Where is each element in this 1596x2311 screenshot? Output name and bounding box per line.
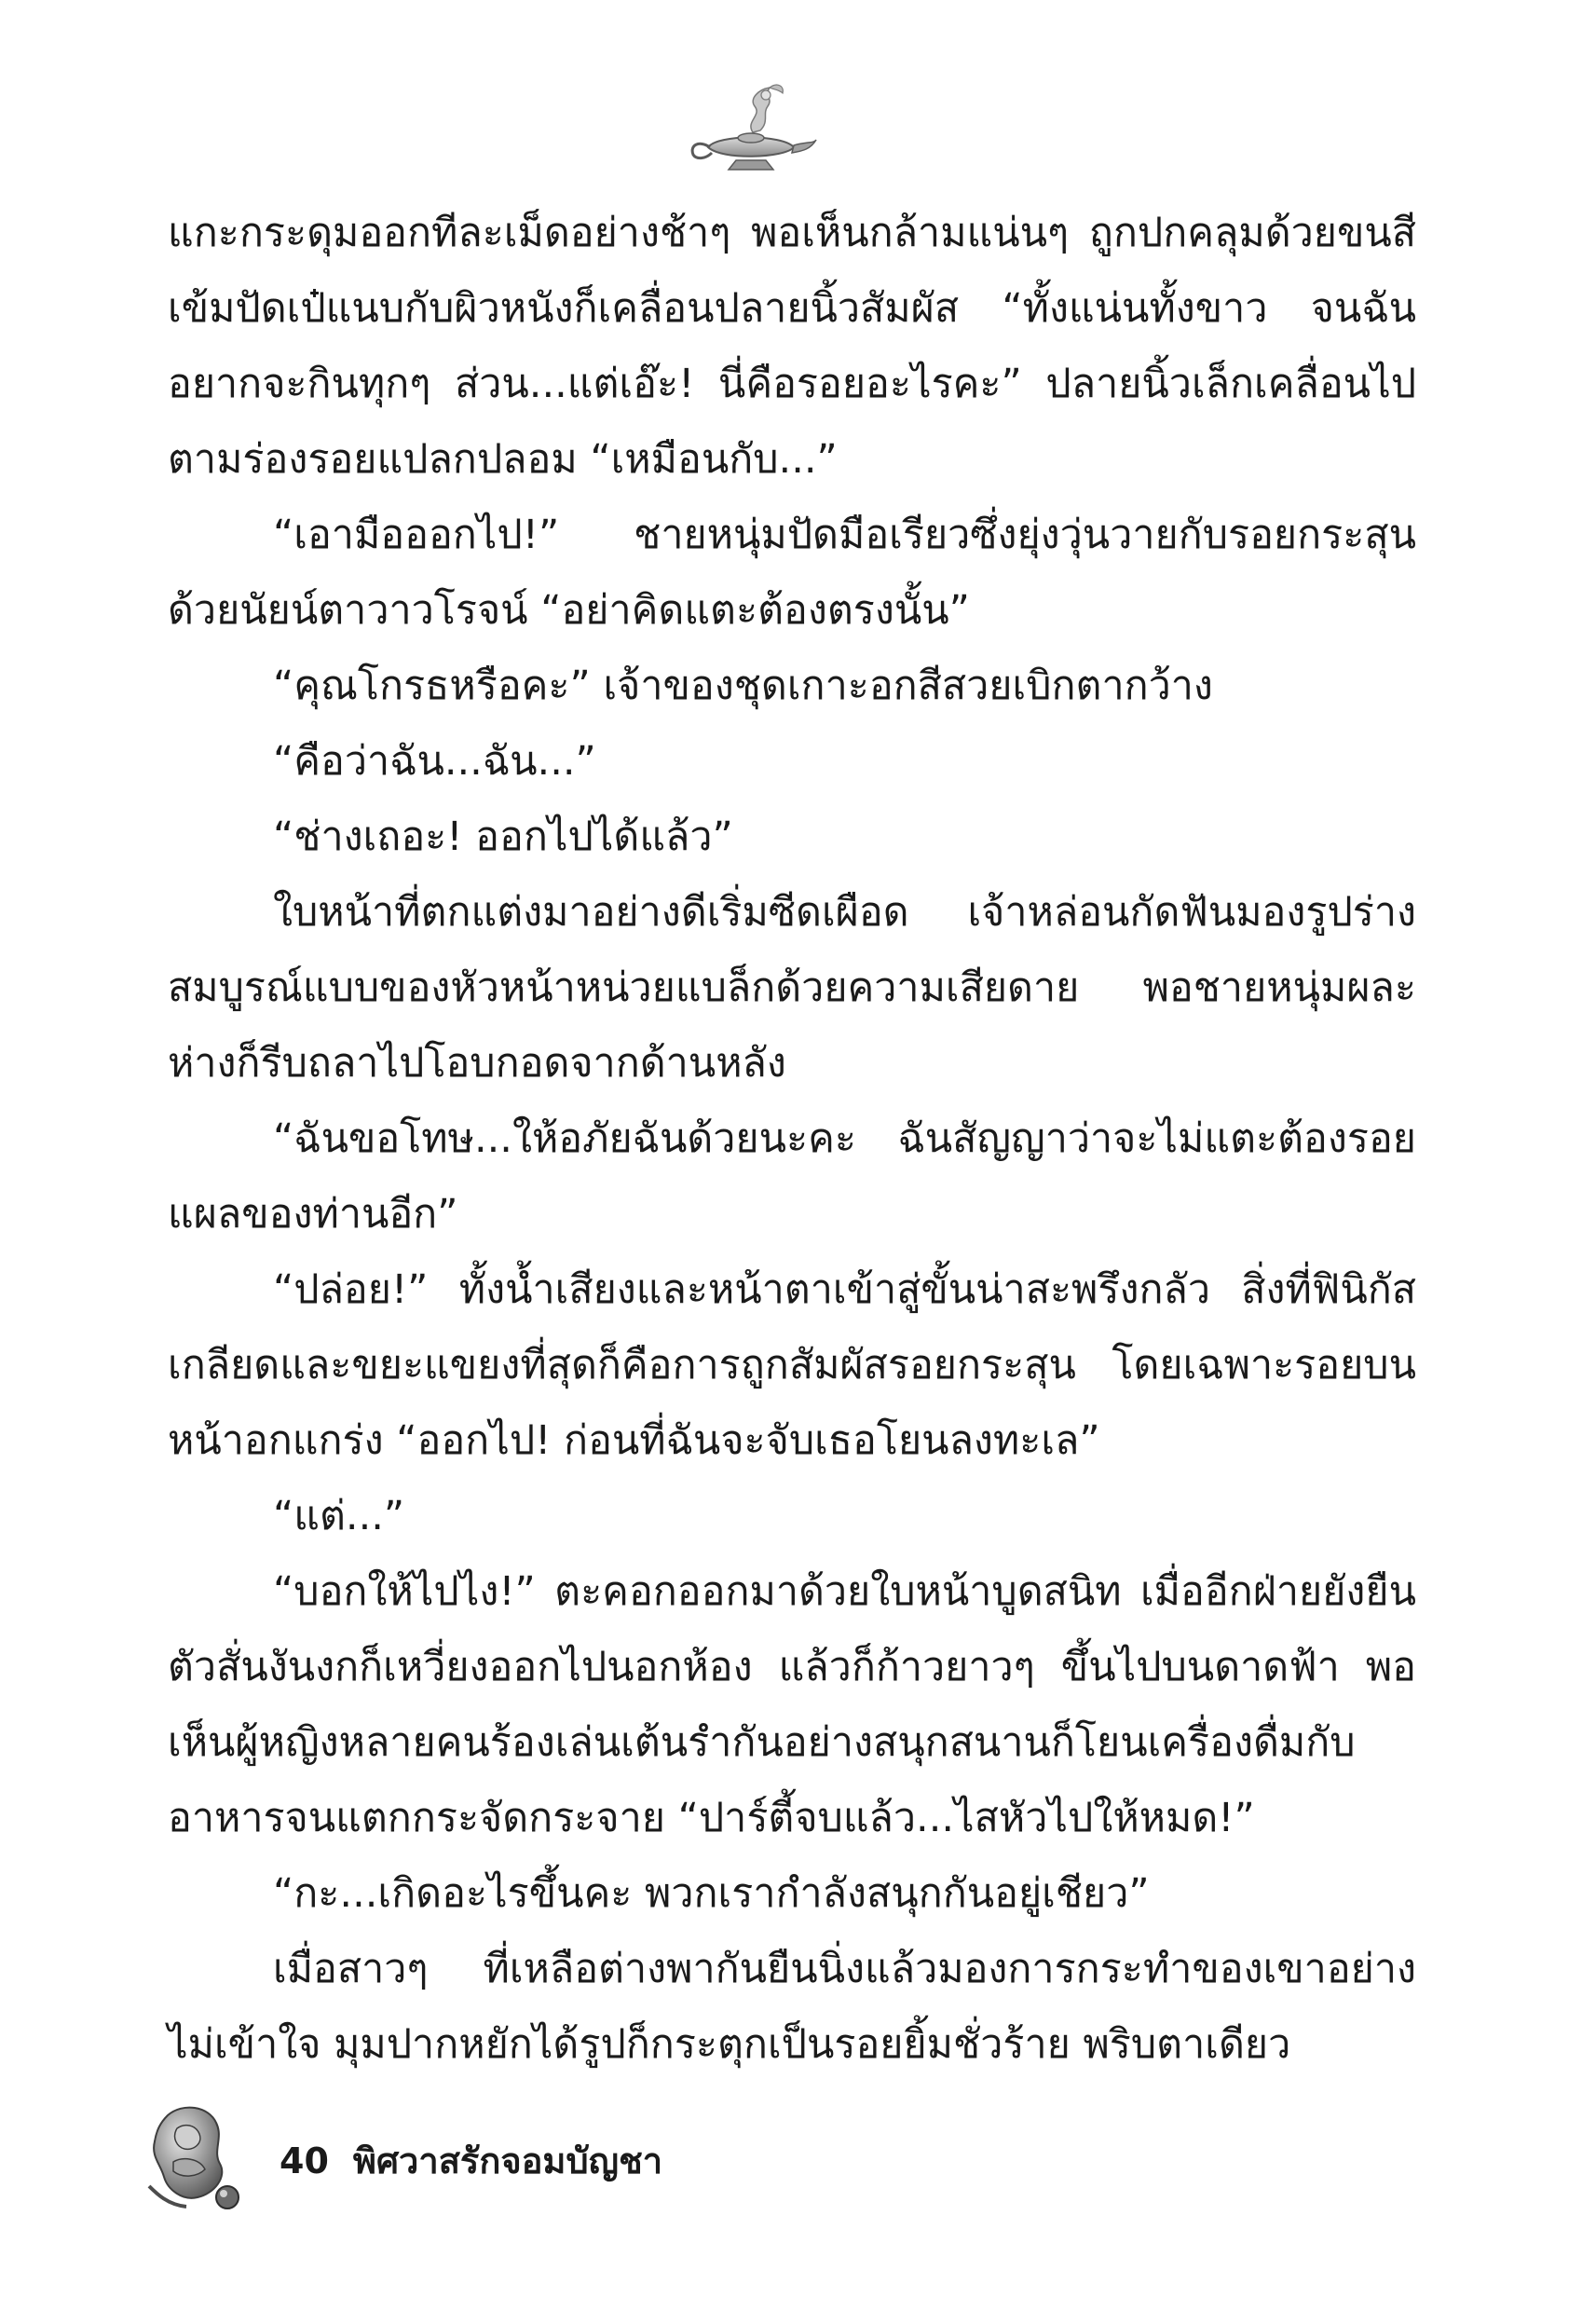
book-title: พิศวาสรักจอมบัญชา: [352, 2140, 663, 2181]
page-footer: [130, 2097, 969, 2218]
paragraph: “ปล่อย!” ทั้งน้ำเสียงและหน้าตาเข้าสู่ขั้นน่าสะพรึงกลัว สิ่งที่ฟินิกัสเกลียดและขยะแขยงที่สุดก็คือการถูกสัมผัสรอยกระสุน โดยเฉพาะรอยบนหน้าอกแกร่ง “ออกไป! ก่อนที่ฉันจะจับเธอโยนลงทะเล”: [168, 1266, 1416, 1464]
paragraph: “ฉันขอโทษ...ให้อภัยฉันด้วยนะคะ ฉันสัญญาว่าจะไม่แตะต้องรอยแผลของท่านอีก”: [168, 1115, 1416, 1238]
footer-caption: [280, 2132, 662, 2189]
paragraph: “ช่างเถอะ! ออกไปได้แล้ว”: [273, 814, 733, 860]
paragraph: แกะกระดุมออกทีละเม็ดอย่างช้าๆ พอเห็นกล้ามแน่นๆ ถูกปกคลุมด้วยขนสีเข้มปัดเป๋แนบกับผิวหนังก็เคลื่อนปลายนิ้วสัมผัส “ทั้งแน่นทั้งขาว จนฉันอยากจะกินทุกๆ ส่วน...แต่เอ๊ะ! นี่คือรอยอะไรคะ” ปลายนิ้วเล็กเคลื่อนไปตามร่องรอยแปลกปลอม “เหมือนกับ...”: [168, 210, 1416, 483]
figurine-ornament-icon: [130, 2097, 252, 2218]
paragraph: “เอามือออกไป!” ชายหนุ่มปัดมือเรียวซึ่งยุ่งวุ่นวายกับรอยกระสุนด้วยนัยน์ตาวาวโรจน์ “อย่าคิดแตะต้องตรงนั้น”: [168, 512, 1416, 634]
paragraph: “บอกให้ไปไง!” ตะคอกออกมาด้วยใบหน้าบูดสนิท เมื่ออีกฝ่ายยังยืนตัวสั่นงันงกก็เหวี่ยงออกไปนอกห้อง แล้วก็ก้าวยาวๆ ขึ้นไปบนดาดฟ้า พอเห็นผู้หญิงหลายคนร้องเล่นเต้นรำกันอย่างสนุกสนานก็โยนเครื่องดื่มกับอาหารจนแตกกระจัดกระจาย “ปาร์ตี้จบแล้ว...ไสหัวไปให้หมด!”: [168, 1568, 1416, 1841]
paragraph: “แต่...”: [273, 1493, 405, 1539]
page-number: 40: [280, 2140, 329, 2181]
paragraph: เมื่อสาวๆ ที่เหลือต่างพากันยืนนิ่งแล้วมองการกระทำของเขาอย่างไม่เข้าใจ มุมปากหยักได้รูปก็กระตุกเป็นรอยยิ้มชั่วร้าย พริบตาเดียว: [168, 1946, 1416, 2068]
paragraph: “กะ...เกิดอะไรขึ้นคะ พวกเรากำลังสนุกกันอยู่เชียว”: [273, 1870, 1150, 1917]
page-body-text: [168, 196, 1416, 2068]
paragraph: ใบหน้าที่ตกแต่งมาอย่างดีเริ่มซีดเผือด เจ้าหล่อนกัดฟันมองรูปร่างสมบูรณ์แบบของหัวหน้าหน่วยแบล็กด้วยความเสียดาย พอชายหนุ่มผละห่างก็รีบถลาไปโอบกอดจากด้านหลัง: [168, 889, 1416, 1087]
lamp-genie-icon: [680, 75, 820, 177]
paragraph: “คือว่าฉัน...ฉัน...”: [273, 738, 596, 785]
paragraph: “คุณโกรธหรือคะ” เจ้าของชุดเกาะอกสีสวยเบิกตากว้าง: [273, 663, 1213, 709]
